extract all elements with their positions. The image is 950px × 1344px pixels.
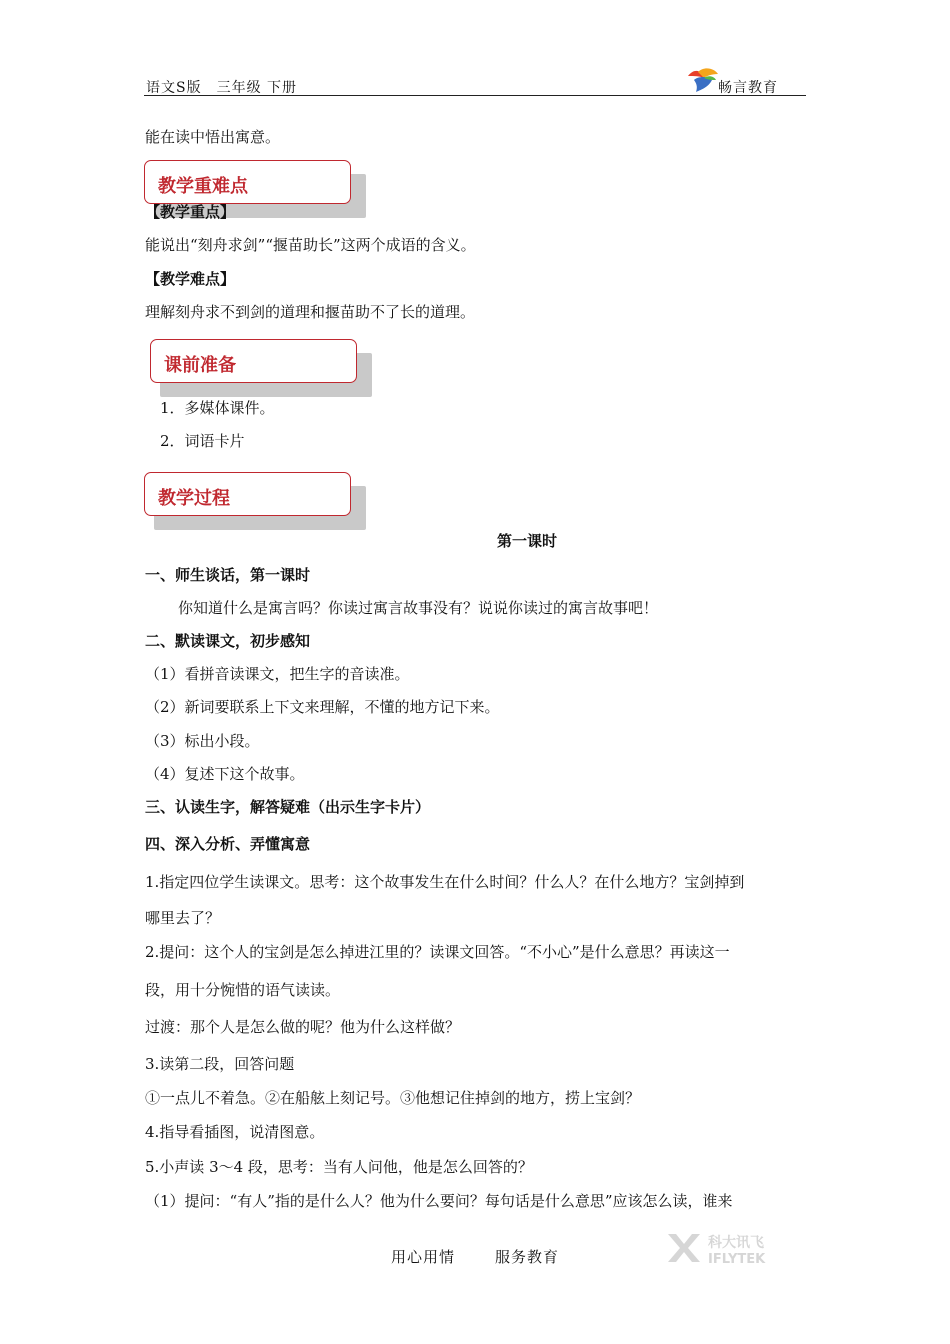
body-line: 2.提问：这个人的宝剑是怎么掉进江里的？读课文回答。“不小心”是什么意思？再读这一 [145,943,730,961]
footer [0,1246,950,1267]
paragraph-1: 你知道什么是寓言吗？你读过寓言故事没有？说说你读过的寓言故事吧！ [178,599,659,617]
lesson-title: 第一课时 [497,532,558,550]
body-line: 3.读第二段，回答问题 [145,1055,295,1073]
body-line: ①一点儿不着急。②在船舷上刻记号。③他想记住掉剑的地方，捞上宝剑？ [145,1089,641,1107]
heading-4: 四、深入分析、弄懂寓意 [145,835,311,853]
svg-text:科大讯飞: 科大讯飞 [708,1235,764,1251]
section-prep [150,339,374,399]
list-item: （1）看拼音读课文，把生字的音读准。 [145,665,410,683]
section-title-process: 教学过程 [158,488,230,509]
prep-item: 2．词语卡片 [160,432,245,450]
body-line: 1.指定四位学生读课文。思考：这个故事发生在什么时间？什么人？在什么地方？宝剑掉到 [145,873,745,891]
body-line: 哪里去了？ [145,909,221,927]
brand-name: 畅言教育 [718,80,778,96]
prep-item: 1．多媒体课件。 [160,399,275,417]
hard-text: 理解刻舟求不到剑的道理和揠苗助不了长的道理。 [145,303,476,321]
footer-right: 服务教育 [495,1248,560,1266]
list-item: （2）新词要联系上下文来理解，不懂的地方记下来。 [145,698,500,716]
heading-2: 二、默读课文，初步感知 [145,632,311,650]
section-title-prep: 课前准备 [164,355,236,376]
section-title-difficulty: 教学重难点 [158,176,248,197]
body-line: 段，用十分惋惜的语气读读。 [145,981,341,999]
intro-text: 能在读中悟出寓意。 [145,128,281,146]
list-item: （4）复述下这个故事。 [145,765,305,783]
list-item: （3）标出小段。 [145,732,260,750]
hard-label: 【教学难点】 [145,270,236,288]
heading-1: 一、师生谈话，第一课时 [145,566,311,584]
body-line: 5.小声读 3～4 段，思考：当有人问他，他是怎么回答的？ [145,1158,533,1176]
body-line: （1）提问：“有人”指的是什么人？他为什么要问？每句话是什么意思”应该怎么读，谁来 [145,1192,733,1210]
brand-bird-icon [686,66,720,94]
body-line: 过渡：那个人是怎么做的呢？他为什么这样做？ [145,1018,461,1036]
iflytek-watermark-icon [666,1228,788,1268]
header-divider [144,95,806,96]
heading-3: 三、认读生字，解答疑难（出示生字卡片） [145,798,431,816]
key-label: 【教学重点】 [145,203,236,221]
body-line: 4.指导看插图，说清图意。 [145,1123,325,1141]
section-process [144,472,368,532]
footer-left: 用心用情 [390,1248,455,1266]
header-subject: 语文S版 三年级 下册 [146,80,298,96]
svg-text:IFLYTEK: IFLYTEK [708,1252,766,1267]
key-text: 能说出“刻舟求剑”“揠苗助长”这两个成语的含义。 [145,236,476,254]
